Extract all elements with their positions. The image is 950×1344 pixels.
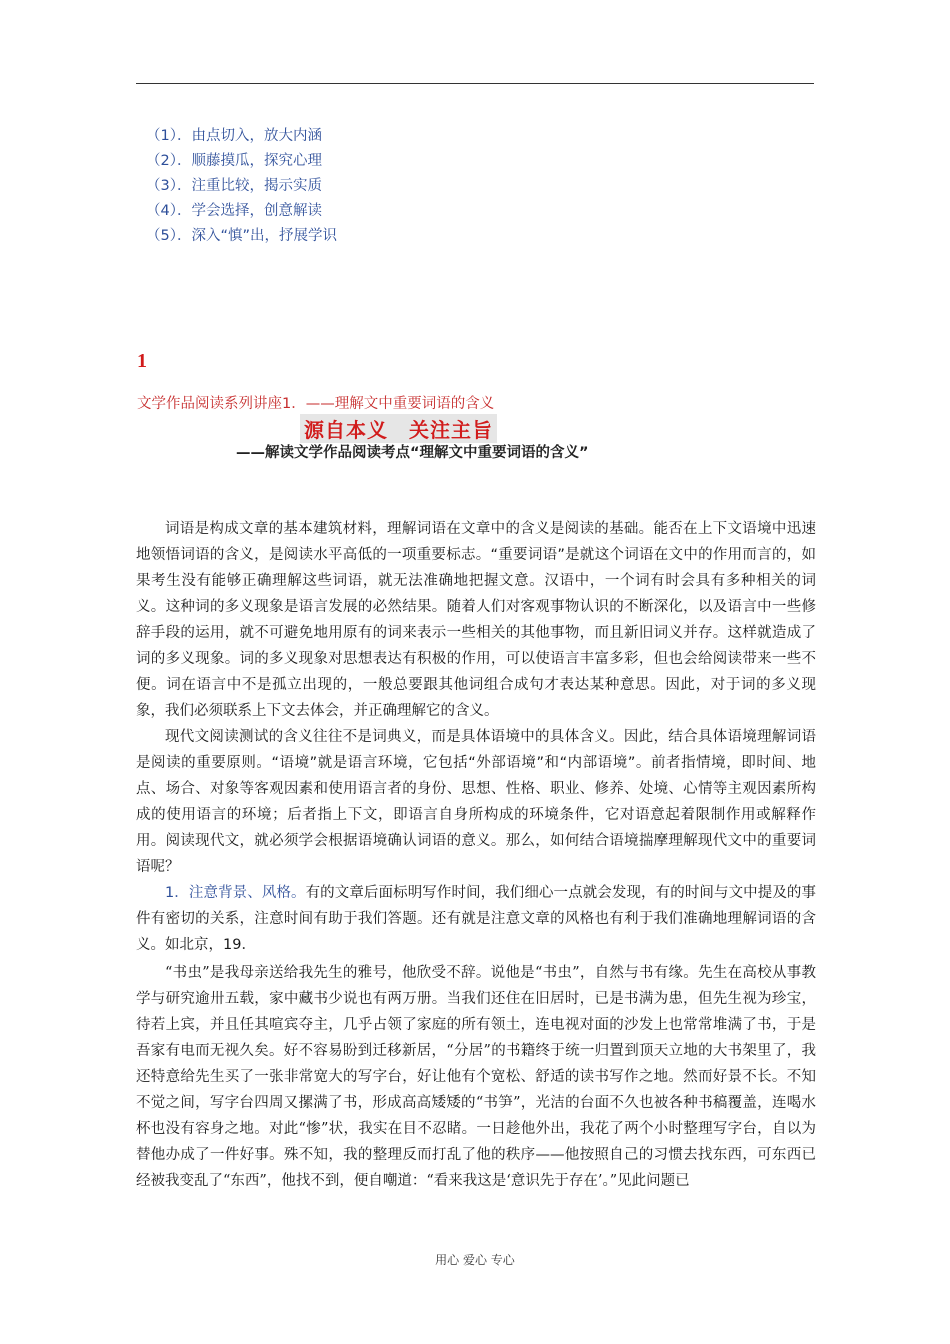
series-title: 文学作品阅读系列讲座1．——理解文中重要词语的含义 bbox=[137, 396, 495, 412]
outline-item: （3）．注重比较，揭示实质 bbox=[146, 178, 322, 194]
quoted-excerpt: “书虫”是我母亲送给我先生的雅号，他欣受不辞。说他是“书虫”，自然与书有缘。先生在高校从事教学与研究逾卅五载，家中藏书少说也有两万册。当我们还住在旧居时，已是书满为患，但先生视为珍宝，待若上宾，并且任其喧宾夺主，几乎占领了家庭的所有领土，连电视对面的沙发上也常常堆满了书，于是吾家有电而无视久矣。好不容易盼到迁移新居，“分居”的书籍终于统一归置到顶天立地的大书架里了，我还特意给先生买了一张非常宽大的写字台，好让他有个宽松、舒适的读书写作之地。然而好景不长。不知不觉之间，写字台四周又摞满了书，形成高高矮矮的“书笋”，光洁的台面不久也被各种书稿覆盖，连喝水杯也没有容身之地。对此“惨”状，我实在目不忍睹。一日趁他外出，我花了两个小时整理写字台，自以为替他办成了一件好事。殊不知，我的整理反而打乱了他的秩序——他按照自己的习惯去找东西，可东西已经被我变乱了“东西”，他找不到，便自嘲道：“看来我这是‘意识先于存在’。”见此问题已 bbox=[136, 965, 816, 1189]
outline-item: （1）．由点切入，放大内涵 bbox=[146, 128, 322, 144]
outline-item: （4）．学会选择，创意解读 bbox=[146, 203, 322, 219]
point-text: 有的文章后面标明写作时间，我们细心一点就会发现，有的时间与文中提及的事件有密切的关系，注意时间有助于我们答题。还有就是注意文章的风格也有利于我们准确地理解词语的含义。如北京，19． bbox=[136, 885, 817, 953]
point-heading: 1．注意背景、风格。 bbox=[165, 885, 306, 901]
page-footer: 用心 爱心 专心 bbox=[435, 1253, 515, 1267]
paragraph-2: 现代文阅读测试的含义往往不是词典义，而是具体语境中的具体含义。因此，结合具体语境理解词语是阅读的重要原则。“语境”就是语言环境，它包括“外部语境”和“内部语境”。前者指情境，即时间、地点、场合、对象等客观因素和使用语言者的身份、思想、性格、职业、修养、处境、心情等主观因素所构成的使用语言的环境；后者指上下文，即语言自身所构成的环境条件，它对语意起着限制作用或解释作用。阅读现代文，就必须学会根据语境确认词语的意义。那么，如何结合语境揣摩理解现代文中的重要词语呢？ bbox=[136, 729, 816, 875]
outline-list bbox=[146, 124, 337, 249]
paragraph-1: 词语是构成文章的基本建筑材料，理解词语在文章中的含义是阅读的基础。能否在上下文语境中迅速地领悟词语的含义，是阅读水平高低的一项重要标志。“重要词语”是就这个词语在文中的作用而言的，如果考生没有能够正确理解这些词语，就无法准确地把握文意。汉语中，一个词有时会具有多种相关的词义。这种词的多义现象是语言发展的必然结果。随着人们对客观事物认识的不断深化，以及语言中一些修辞手段的运用，就不可避免地用原有的词来表示一些相关的其他事物，而且新旧词义并存。这样就造成了词的多义现象。词的多义现象对思想表达有积极的作用，可以使语言丰富多彩，但也会给阅读带来一些不便。词在语言中不是孤立出现的，一般总要跟其他词组合成句才表达某种意思。因此，对于词的多义现象，我们必须联系上下文去体会，并正确理解它的含义。 bbox=[136, 521, 816, 719]
outline-item: （2）．顺藤摸瓜，探究心理 bbox=[146, 153, 322, 169]
article-title: 源自本义 关注主旨 bbox=[300, 414, 497, 443]
header-rule bbox=[136, 83, 814, 84]
section-number: 1 bbox=[137, 350, 147, 372]
paragraph-3 bbox=[136, 880, 816, 958]
outline-item: （5）．深入“慎”出，抒展学识 bbox=[146, 228, 337, 244]
article-body bbox=[136, 516, 816, 958]
article-subtitle: ——解读文学作品阅读考点“理解文中重要词语的含义” bbox=[236, 445, 589, 461]
